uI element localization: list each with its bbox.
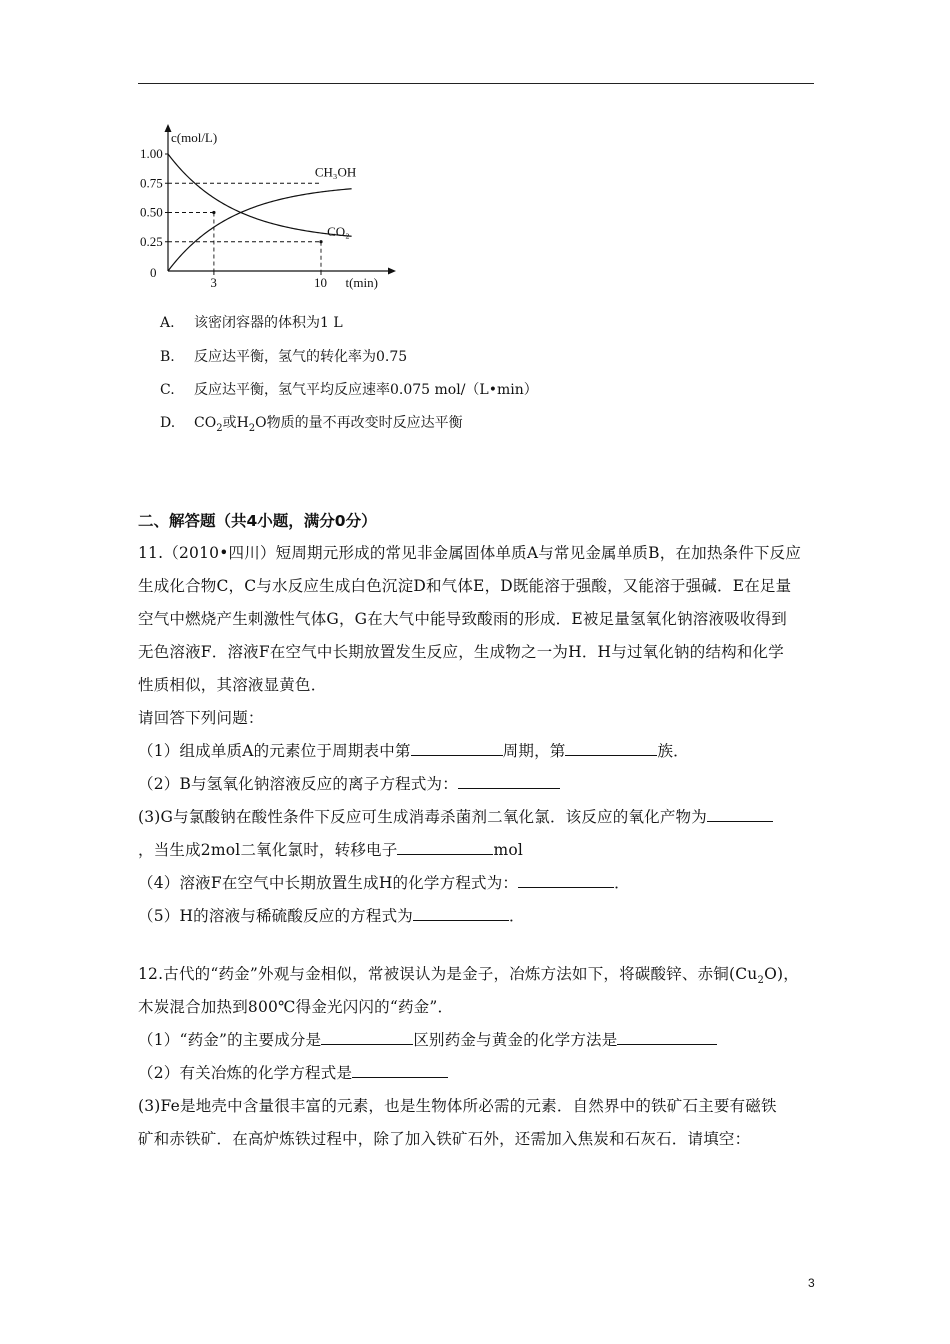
x-tick-label: 10	[314, 275, 327, 290]
q11-sub3-text-c: mol	[493, 841, 524, 859]
chart-labels	[140, 130, 378, 290]
q12-sub3-line-2: 矿和赤铁矿．在高炉炼铁过程中，除了加入铁矿石外，还需加入焦炭和石灰石．请填空：	[138, 1130, 751, 1148]
option-c-label: C.	[160, 382, 175, 398]
q11-sub4-text: （4）溶液F在空气中长期放置生成H的化学方程式为：	[138, 874, 519, 892]
option-d	[160, 412, 463, 434]
header-rule	[138, 83, 814, 84]
q11-sub1-text-c: 族．	[657, 742, 689, 760]
concentration-chart	[140, 118, 410, 298]
option-d-label: D.	[160, 415, 176, 431]
point-intersection	[212, 211, 215, 214]
q11-line-1: 11.（2010•四川）短周期元形成的常见非金属固体单质A与常见金属单质B，在加热条件下反应	[138, 544, 802, 562]
q11-sub3-text-b: ，当生成2mol二氧化氯时，转移电子	[138, 841, 398, 859]
series-ch3oh-line	[168, 189, 352, 271]
blank-period[interactable]	[411, 741, 503, 756]
series-label-ch3oh: CH₃OH	[314, 164, 357, 180]
option-d-text-pre: CO	[194, 415, 217, 431]
x-axis-arrow	[388, 268, 396, 275]
y-tick-label: 1.00	[140, 146, 163, 161]
x-axis-label: t(min)	[345, 275, 378, 290]
q11-sub2-text: （2）B与氢氧化钠溶液反应的离子方程式为：	[138, 775, 458, 793]
option-b-text: 反应达平衡，氢气的转化率为0.75	[194, 349, 408, 365]
q12-line-2: 木炭混合加热到800℃得金光闪闪的“药金”．	[138, 998, 454, 1016]
q11-sub5-end: ．	[508, 907, 525, 925]
q11-sub2	[138, 772, 560, 794]
option-c	[160, 379, 538, 399]
option-c-text: 反应达平衡，氢气平均反应速率0.075 mol/（L•min）	[194, 382, 538, 398]
q11-sub3-cont	[138, 838, 523, 860]
blank-ionic-equation[interactable]	[458, 774, 560, 789]
q11-sub5-text: （5）H的溶液与稀硫酸反应的方程式为	[138, 907, 413, 925]
q11-line-4: 无色溶液F．溶液F在空气中长期放置发生反应，生成物之一为H．H与过氧化钠的结构和化学	[138, 643, 784, 661]
blank-group[interactable]	[565, 741, 657, 756]
option-a	[160, 312, 343, 332]
q12-sub1-text-b: 区别药金与黄金的化学方法是	[413, 1031, 618, 1049]
y-tick-label: 0	[150, 265, 157, 280]
q12-sub2-text: （2）有关冶炼的化学方程式是	[138, 1064, 353, 1082]
option-b	[160, 346, 407, 366]
option-a-text: 该密闭容器的体积为1 L	[194, 315, 343, 331]
q12-line-1-text-b: O)，	[764, 965, 799, 983]
option-d-sub1: 2	[216, 422, 223, 434]
q11-sub4	[138, 871, 630, 893]
blank-electron-transfer[interactable]	[397, 840, 493, 855]
q11-sub1-text-a: （1）组成单质A的元素位于周期表中第	[138, 742, 411, 760]
blank-distinguish-method[interactable]	[617, 1030, 717, 1045]
y-axis-label: c(mol/L)	[171, 130, 218, 145]
point-co2-t10	[319, 240, 322, 243]
q12-line-1-sub: 2	[757, 975, 765, 987]
q12-sub1	[138, 1028, 717, 1050]
q11-prompt: 请回答下列问题：	[138, 709, 264, 727]
x-tick-label: 3	[210, 275, 217, 290]
blank-main-component[interactable]	[321, 1030, 413, 1045]
q12-line-1-text: 12.古代的“药金”外观与金相似，常被误认为是金子，冶炼方法如下，将碳酸锌、赤铜(Cu	[138, 965, 758, 983]
option-d-sub2: 2	[248, 422, 256, 434]
q12-line-1	[138, 962, 799, 986]
option-d-text-post: O物质的量不再改变时反应达平衡	[255, 415, 463, 431]
q12-sub2	[138, 1061, 448, 1083]
q11-sub3	[138, 805, 773, 827]
chart-guides	[168, 183, 321, 271]
q11-line-3: 空气中燃烧产生刺激性气体G，G在大气中能导致酸雨的形成．E被足量氢氧化钠溶液吸收得到	[138, 610, 787, 628]
blank-h-acid-equation[interactable]	[413, 906, 509, 921]
page-number: 3	[808, 1276, 815, 1290]
section-heading: 二、解答题（共4小题，满分0分）	[138, 512, 377, 530]
option-b-label: B.	[160, 349, 175, 365]
y-tick-label: 0.25	[140, 233, 163, 249]
q11-line-2: 生成化合物C，C与水反应生成白色沉淀D和气体E，D既能溶于强酸，又能溶于强碱．E在足量	[138, 577, 792, 595]
q11-sub5	[138, 904, 525, 926]
q11-line-5: 性质相似，其溶液显黄色．	[138, 676, 327, 694]
y-tick-label: 0.50	[140, 204, 163, 220]
option-d-text-mid: 或H	[222, 415, 249, 431]
series-label-co2: CO₂	[327, 223, 350, 239]
blank-smelting-equation[interactable]	[352, 1063, 448, 1078]
q11-sub1	[138, 739, 689, 761]
q11-sub4-end: ．	[614, 874, 630, 892]
q11-sub3-text: (3)G与氯酸钠在酸性条件下反应可生成消毒杀菌剂二氧化氯．该反应的氧化产物为	[138, 808, 707, 826]
blank-f-to-h-equation[interactable]	[518, 873, 614, 888]
q11-sub1-text-b: 周期，第	[502, 742, 566, 760]
q12-sub1-text-a: （1）“药金”的主要成分是	[138, 1031, 322, 1049]
option-a-label: A.	[160, 315, 175, 331]
y-tick-label: 0.75	[140, 175, 163, 191]
blank-oxidation-product[interactable]	[707, 807, 773, 822]
q12-sub3-line-1: (3)Fe是地壳中含量很丰富的元素，也是生物体所必需的元素．自然界中的铁矿石主要有磁铁	[138, 1097, 777, 1115]
